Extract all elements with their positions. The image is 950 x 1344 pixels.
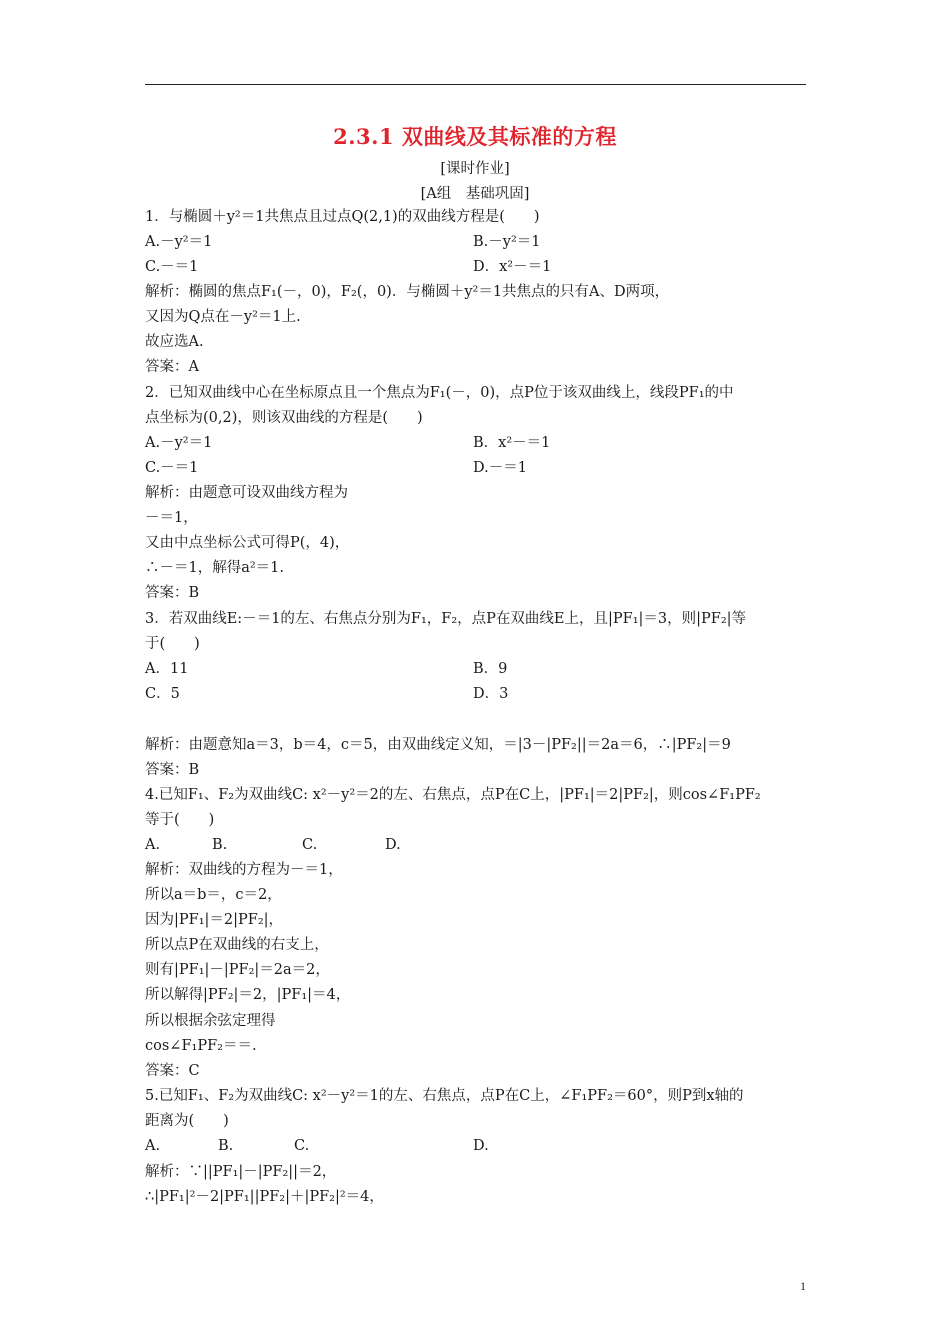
header-rule [145, 84, 806, 85]
answer-option: D．3 [473, 686, 509, 702]
text-line: ∴|PF₁|²－2|PF₁||PF₂|＋|PF₂|²＝4， [145, 1189, 384, 1205]
answer-option: B. [212, 837, 228, 853]
page-number: 1 [800, 1279, 806, 1293]
text-line: 2．已知双曲线中心在坐标原点且一个焦点为F₁(－，0)，点P位于该双曲线上，线段PF₁的中 [145, 385, 734, 401]
answer-option: D.－＝1 [473, 460, 527, 476]
subtitle: [课时作业] [440, 161, 510, 177]
answer-option: B．9 [473, 661, 508, 677]
text-line: cos∠F₁PF₂＝＝. [145, 1038, 257, 1054]
answer-option: A. [145, 1138, 161, 1154]
answer-option: D．x²－＝1 [473, 259, 552, 275]
text-line: 等于( ) [145, 812, 215, 828]
text-line: A.－y²＝1 [145, 435, 213, 451]
group-label: [A组 基础巩固] [420, 186, 530, 202]
text-line: 4.已知F₁、F₂为双曲线C: x²－y²＝2的左、右焦点，点P在C上，|PF₁|＝2|PF₂|，则cos∠F₁PF₂ [145, 787, 761, 803]
text-line: 解析：由题意可设双曲线方程为 [145, 485, 348, 501]
text-line: 所以点P在双曲线的右支上， [145, 937, 329, 953]
text-line: 所以a＝b＝，c＝2， [145, 887, 282, 903]
text-line: 因为|PF₁|＝2|PF₂|， [145, 912, 284, 928]
text-line: 所以解得|PF₂|＝2，|PF₁|＝4， [145, 987, 351, 1003]
answer-option: B. [218, 1138, 234, 1154]
answer-option: C. [294, 1138, 310, 1154]
text-line: 5.已知F₁、F₂为双曲线C: x²－y²＝1的左、右焦点，点P在C上，∠F₁PF₂＝60°，则P到x轴的 [145, 1088, 744, 1104]
text-line: ∴－＝1，解得a²＝1. [145, 560, 285, 576]
text-line: 答案：C [145, 1063, 200, 1079]
text-line: 则有|PF₁|－|PF₂|＝2a＝2， [145, 962, 330, 978]
answer-option: D. [473, 1138, 489, 1154]
text-line: 于( ) [145, 636, 200, 652]
text-line: －＝1， [145, 510, 198, 526]
text-line: 3．若双曲线E:－＝1的左、右焦点分别为F₁，F₂，点P在双曲线E上，且|PF₁|＝3，则|PF₂|等 [145, 611, 747, 627]
text-line: A．11 [145, 661, 189, 677]
text-line: C．5 [145, 686, 180, 702]
answer-option: A. [145, 837, 161, 853]
answer-option: D. [385, 837, 401, 853]
text-line: 解析：双曲线的方程为－＝1， [145, 862, 343, 878]
text-line: 答案：B [145, 585, 200, 601]
text-line: C.－＝1 [145, 259, 199, 275]
text-line: A.－y²＝1 [145, 234, 213, 250]
text-line: 解析：由题意知a＝3，b＝4，c＝5，由双曲线定义知，＝|3－|PF₂||＝2a＝6，∴|PF₂|＝9 [145, 737, 731, 753]
text-line: 答案：B [145, 762, 200, 778]
text-line: 所以根据余弦定理得 [145, 1013, 276, 1029]
text-line: 又由中点坐标公式可得P(，4)， [145, 535, 350, 551]
answer-option: C. [302, 837, 318, 853]
page-title: 2.3.1 双曲线及其标准的方程 [333, 124, 617, 149]
text-line: 解析：椭圆的焦点F₁(－，0)，F₂(，0)．与椭圆＋y²＝1共焦点的只有A、D两项， [145, 284, 670, 300]
answer-option: B.－y²＝1 [473, 234, 541, 250]
text-line: 故应选A. [145, 334, 204, 350]
text-line: C.－＝1 [145, 460, 199, 476]
text-line: 1．与椭圆＋y²＝1共焦点且过点Q(2,1)的双曲线方程是( ) [145, 209, 540, 225]
text-line: 解析：∵||PF₁|－|PF₂||＝2， [145, 1164, 337, 1180]
text-line: 答案：A [145, 359, 199, 375]
text-line: 点坐标为(0,2)，则该双曲线的方程是( ) [145, 410, 423, 426]
text-line: 又因为Q点在－y²＝1上. [145, 309, 301, 325]
answer-option: B．x²－＝1 [473, 435, 551, 451]
text-line: 距离为( ) [145, 1113, 229, 1129]
